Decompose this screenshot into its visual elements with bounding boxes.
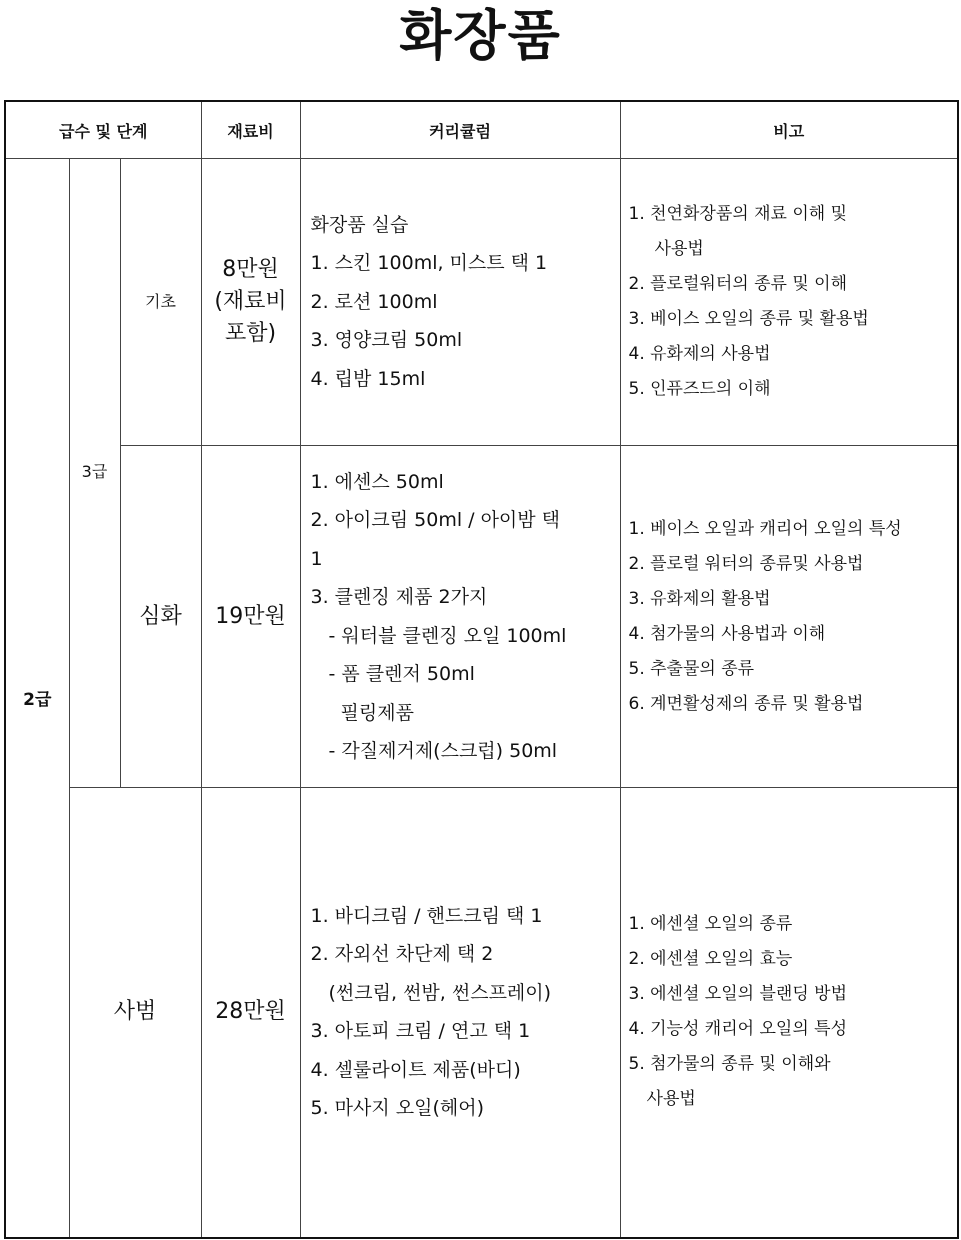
list-item: 3. 유화제의 활용법 [628, 588, 771, 609]
list-item: 2. 로션 100ml [310, 290, 438, 313]
list-item: 4. 첨가물의 사용법과 이해 [628, 623, 826, 644]
curriculum-basic [300, 159, 620, 446]
header-note: 비고 [620, 101, 958, 159]
list-item: 2. 플로럴 워터의 종류및 사용법 [628, 553, 864, 574]
list-item: 사용법 [654, 239, 704, 259]
note-basic [620, 159, 958, 446]
list-item: - 폼 클렌저 50ml [328, 663, 475, 685]
list-item: (썬크림, 썬밤, 썬스프레이) [328, 981, 552, 1004]
list-item: 1 [310, 547, 323, 570]
stage-basic: 기초 [120, 159, 201, 446]
curriculum-table [4, 100, 959, 1239]
list-item: 3. 클렌징 제품 2가지 [310, 586, 488, 608]
list-item: - 워터블 클렌징 오일 100ml [328, 624, 567, 647]
list-item: 3. 에센셜 오일의 블랜딩 방법 [628, 984, 847, 1005]
list-item: 4. 립밤 15ml [310, 367, 426, 390]
list-item: 4. 기능성 캐리어 오일의 특성 [628, 1019, 847, 1040]
fee-advanced: 19만원 [201, 446, 300, 788]
page-title: 화장품 [399, 4, 562, 67]
note-instructor [620, 788, 958, 1238]
list-item: 2. 자외선 차단제 택 2 [310, 943, 494, 966]
header-level: 급수 및 단계 [5, 101, 201, 159]
list-item: 1. 에센스 50ml [310, 470, 444, 493]
list-item: 4. 셀룰라이트 제품(바디) [310, 1058, 521, 1081]
list-item: 사용법 [646, 1089, 696, 1110]
list-item: 3. 베이스 오일의 종류 및 활용법 [628, 309, 869, 329]
list-item: 1. 천연화장품의 재료 이해 및 [628, 204, 847, 224]
list-item: 3. 영양크림 50ml [310, 329, 463, 352]
list-item: 6. 계면활성제의 종류 및 활용법 [628, 693, 864, 714]
list-item: 1. 바디크림 / 핸드크림 택 1 [310, 904, 543, 927]
list-item: 1. 베이스 오일과 캐리어 오일의 특성 [628, 518, 902, 539]
list-item: 5. 인퓨즈드의 이해 [628, 379, 771, 399]
table-row [5, 159, 958, 446]
list-item: 4. 유화제의 사용법 [628, 344, 771, 364]
list-item: 3. 아토피 크림 / 연고 택 1 [310, 1020, 531, 1043]
grade-2-cell: 2급 [5, 159, 69, 1238]
list-item: 1. 스킨 100ml, 미스트 택 1 [310, 252, 548, 275]
stage-advanced: 심화 [120, 446, 201, 788]
table-row [5, 788, 958, 1238]
header-curriculum: 커리큘럼 [300, 101, 620, 159]
stage-instructor: 사범 [69, 788, 201, 1238]
curriculum-advanced [300, 446, 620, 788]
fee-basic: 8만원 (재료비 포함) [201, 159, 300, 446]
list-item: 화장품 실습 [310, 213, 409, 236]
list-item: 1. 에센셜 오일의 종류 [628, 914, 793, 935]
fee-instructor: 28만원 [201, 788, 300, 1238]
table-row [5, 446, 958, 788]
list-item: 5. 첨가물의 종류 및 이해와 [628, 1054, 831, 1075]
curriculum-instructor [300, 788, 620, 1238]
list-item: 5. 추출물의 종류 [628, 658, 755, 679]
note-advanced [620, 446, 958, 788]
header-fee: 재료비 [201, 101, 300, 159]
list-item: 필링제품 [340, 701, 414, 724]
list-item: - 각질제거제(스크럽) 50ml [328, 740, 558, 762]
list-item: 2. 에센셜 오일의 효능 [628, 949, 793, 970]
list-item: 5. 마사지 오일(헤어) [310, 1097, 485, 1120]
header-row [5, 101, 958, 159]
grade-3-cell: 3급 [69, 159, 120, 788]
list-item: 2. 아이크림 50ml / 아이밤 택 [310, 509, 561, 531]
list-item: 2. 플로럴워터의 종류 및 이해 [628, 274, 847, 294]
